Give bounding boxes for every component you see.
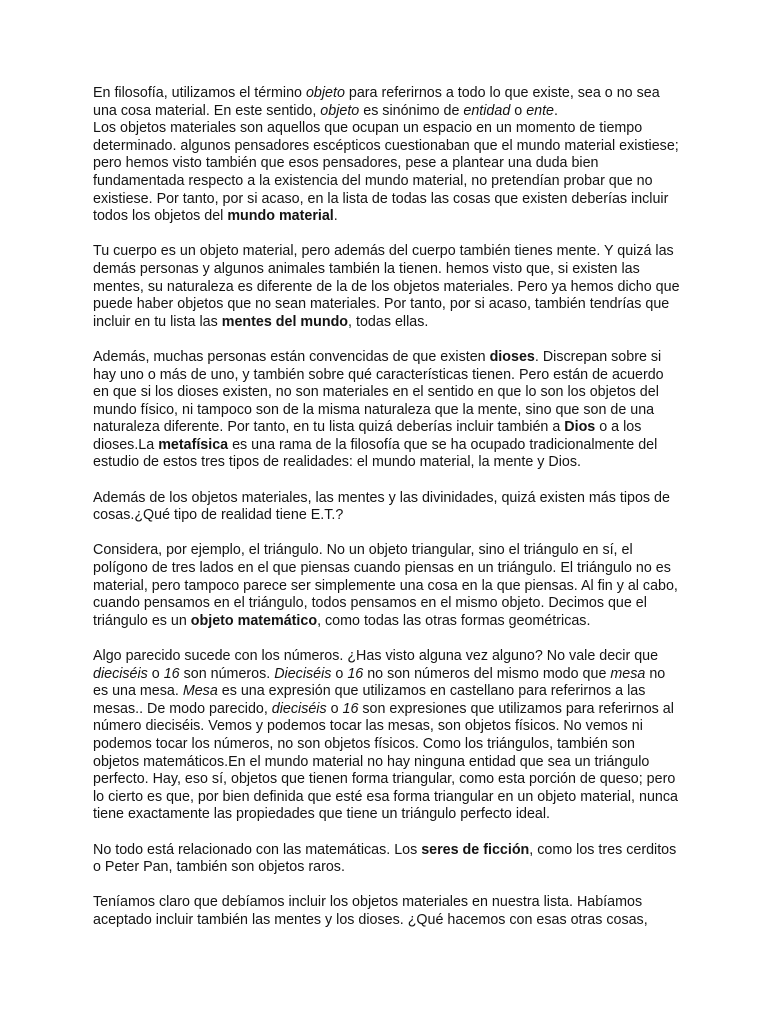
text-run: incluir en tu lista las	[93, 313, 222, 330]
text-run: Teníamos claro que debíamos incluir los objetos materiales en nuestra lista. Habíamos	[93, 894, 643, 911]
text-line	[93, 191, 708, 209]
text-run: podemos tocar los números, no son objetos físicos. Como los triángulos, también son	[93, 735, 635, 752]
text-line	[93, 419, 708, 437]
text-line	[93, 507, 708, 525]
text-run: Algo parecido sucede con los números. ¿Has visto alguna vez alguno? No vale decir que	[93, 648, 659, 664]
text-run: existiese. Por tanto, por si acaso, en la lista de todas las cosas que existen deberías incluir	[93, 190, 669, 207]
text-run: es sinónimo de	[359, 102, 464, 119]
text-run: Los objetos materiales son aquellos que ocupan un espacio en un momento de tiempo	[93, 120, 643, 137]
text-line	[93, 437, 708, 455]
italic-term: Dieciséis	[274, 665, 332, 682]
text-run: son números.	[179, 665, 275, 682]
text-line	[93, 736, 708, 754]
text-run: mesas.. De modo parecido,	[93, 700, 272, 717]
body-paragraph	[93, 349, 708, 472]
text-run: puede haber objetos que no sean materiales. Por tanto, por si acaso, también tendrías que	[93, 296, 670, 313]
text-run: En filosofía, utilizamos el término	[93, 85, 306, 101]
text-line	[93, 490, 708, 508]
italic-term: 16	[342, 700, 359, 717]
text-run: fundamentada respecto a la existencia del mundo material, no pretendían probar que no	[93, 172, 653, 189]
text-line	[93, 155, 708, 173]
text-line	[93, 912, 708, 930]
body-paragraph	[93, 542, 708, 630]
text-run: Además, muchas personas están convencidas de que existen	[93, 348, 490, 365]
text-run: Además de los objetos materiales, las mentes y las divinidades, quizá existen más tipos de	[93, 489, 670, 506]
text-run: determinado. algunos pensadores escépticos cuestionaban que el mundo material existiese;	[93, 137, 679, 154]
text-run: número dieciséis. Vemos y podemos tocar las mesas, son objetos físicos. No vemos ni	[93, 718, 643, 735]
text-line	[93, 859, 708, 877]
text-run: o a los	[595, 419, 642, 436]
text-run: naturaleza diferente. Por tanto, en tu lista quizá deberías incluir también a	[93, 419, 565, 436]
text-run: , todas ellas.	[348, 313, 429, 330]
text-line	[93, 314, 708, 332]
text-run: cosas.¿Qué tipo de realidad tiene E.T.?	[93, 507, 344, 524]
italic-term: 16	[347, 665, 364, 682]
text-line	[93, 771, 708, 789]
text-line	[93, 349, 708, 367]
text-run: polígono de tres lados en el que piensas cuando piensas en un triángulo. El triángulo no es	[93, 560, 671, 577]
text-run: . Discrepan sobre si	[534, 348, 662, 365]
text-line	[93, 402, 708, 420]
italic-term: 16	[163, 665, 180, 682]
bold-term: dioses	[489, 348, 535, 365]
text-line	[93, 701, 708, 719]
text-line	[93, 367, 708, 385]
text-run: en que si los dioses existen, no son materiales en el sentido en que lo son los objetos del	[93, 384, 659, 401]
text-line	[93, 613, 708, 631]
italic-term: dieciséis	[93, 665, 148, 682]
text-line	[93, 842, 708, 860]
text-run: para referirnos a todo lo que existe, sea o no sea	[344, 85, 660, 101]
text-line	[93, 754, 708, 772]
text-run: .	[333, 208, 338, 225]
text-run: mentes, su naturaleza es diferente de la de los objetos materiales. Pero ya hemos dicho que	[93, 278, 680, 295]
body-paragraph	[93, 894, 708, 929]
text-run: , como todas las otras formas geométricas.	[317, 612, 591, 629]
text-line	[93, 103, 708, 121]
text-run: no	[645, 665, 666, 682]
text-run: mundo físico, ni tampoco son de la misma naturaleza que la mente, sino que son de una	[93, 401, 655, 418]
text-run: estudio de estos tres tipos de realidades: el mundo material, la mente y Dios.	[93, 454, 581, 471]
text-line	[93, 595, 708, 613]
text-run: Tu cuerpo es un objeto material, pero además del cuerpo también tienes mente. Y quizá las	[93, 243, 674, 260]
text-line	[93, 894, 708, 912]
bold-term: objeto matemático	[190, 612, 318, 629]
text-line	[93, 279, 708, 297]
text-line	[93, 138, 708, 156]
bold-term: seres de ficción	[421, 841, 530, 858]
text-line	[93, 261, 708, 279]
text-line	[93, 384, 708, 402]
text-line	[93, 454, 708, 472]
text-run: perfecto. Hay, eso sí, objetos que tienen forma triangular, como esta porción de queso; pero	[93, 771, 676, 788]
bold-term: Dios	[564, 419, 596, 436]
text-run: objetos matemáticos.En el mundo material no hay ninguna entidad que sea un triángulo	[93, 753, 650, 770]
italic-term: Mesa	[182, 683, 218, 700]
text-run: hay uno o más de uno, y también sobre qué características tienen. Pero están de acuerdo	[93, 366, 664, 383]
text-run: tiene exactamente las propiedades que tiene un triángulo perfecto ideal.	[93, 806, 551, 823]
text-run: .	[554, 102, 558, 119]
text-line	[93, 718, 708, 736]
text-line	[93, 296, 708, 314]
bold-term: metafísica	[158, 436, 229, 453]
italic-term: objeto	[305, 85, 345, 101]
text-line	[93, 560, 708, 578]
text-run: son expresiones que utilizamos para referirnos al	[358, 700, 674, 717]
text-run: demás personas y algunos animales también la tienen. hemos visto que, si existen las	[93, 260, 640, 277]
text-line	[93, 208, 708, 226]
body-paragraph	[93, 490, 708, 525]
text-line	[93, 578, 708, 596]
text-run: una cosa material. En este sentido,	[93, 102, 321, 119]
text-run: lo cierto es que, por bien definida que esté esa forma triangular en un objeto material, nunca	[93, 788, 678, 805]
text-run: o Peter Pan, también son objetos raros.	[93, 859, 345, 876]
italic-term: entidad	[463, 102, 511, 119]
text-run: o	[331, 665, 348, 682]
text-run: pero hemos visto también que esos pensadores, pese a plantear una duda bien	[93, 155, 599, 172]
text-run: o	[326, 700, 343, 717]
body-paragraph	[93, 842, 708, 877]
text-run: No todo está relacionado con las matemáticas. Los	[93, 841, 422, 858]
text-line	[93, 683, 708, 701]
text-line	[93, 243, 708, 261]
text-line	[93, 666, 708, 684]
text-run: cuando pensamos en el triángulo, todos pensamos en el mismo objeto. Decimos que el	[93, 595, 647, 612]
text-run: todos los objetos del	[93, 208, 228, 225]
italic-term: ente	[526, 102, 555, 119]
text-line	[93, 173, 708, 191]
text-line	[93, 120, 708, 138]
text-run: dioses.La	[93, 436, 159, 453]
text-run: no son números del mismo modo que	[363, 665, 611, 682]
text-line	[93, 806, 708, 824]
text-line	[93, 85, 708, 103]
text-run: Considera, por ejemplo, el triángulo. No un objeto triangular, sino el triángulo en sí, el	[93, 542, 633, 559]
bold-term: mundo material	[227, 208, 334, 225]
italic-term: mesa	[610, 665, 646, 682]
text-line	[93, 789, 708, 807]
bold-term: mentes del mundo	[221, 313, 349, 330]
text-run: es una rama de la filosofía que se ha ocupado tradicionalmente del	[228, 436, 658, 453]
body-paragraph	[93, 648, 708, 824]
body-paragraph	[93, 85, 708, 226]
text-run: triángulo es un	[93, 612, 191, 629]
text-run: aceptado incluir también las mentes y los dioses. ¿Qué hacemos con esas otras cosas,	[93, 911, 648, 928]
text-line	[93, 542, 708, 560]
italic-term: objeto	[320, 102, 360, 119]
text-run: o	[510, 102, 527, 119]
text-run: es una mesa.	[93, 683, 183, 700]
text-run: material, pero tampoco parece ser simplemente una cosa en la que piensas. Al fin y al cabo,	[93, 577, 678, 594]
text-run: , como los tres cerditos	[529, 841, 677, 858]
body-paragraph	[93, 243, 708, 331]
text-run: es una expresión que utilizamos en castellano para referirnos a las	[217, 683, 646, 700]
text-run: o	[147, 665, 164, 682]
text-line	[93, 648, 708, 666]
italic-term: dieciséis	[271, 700, 327, 717]
